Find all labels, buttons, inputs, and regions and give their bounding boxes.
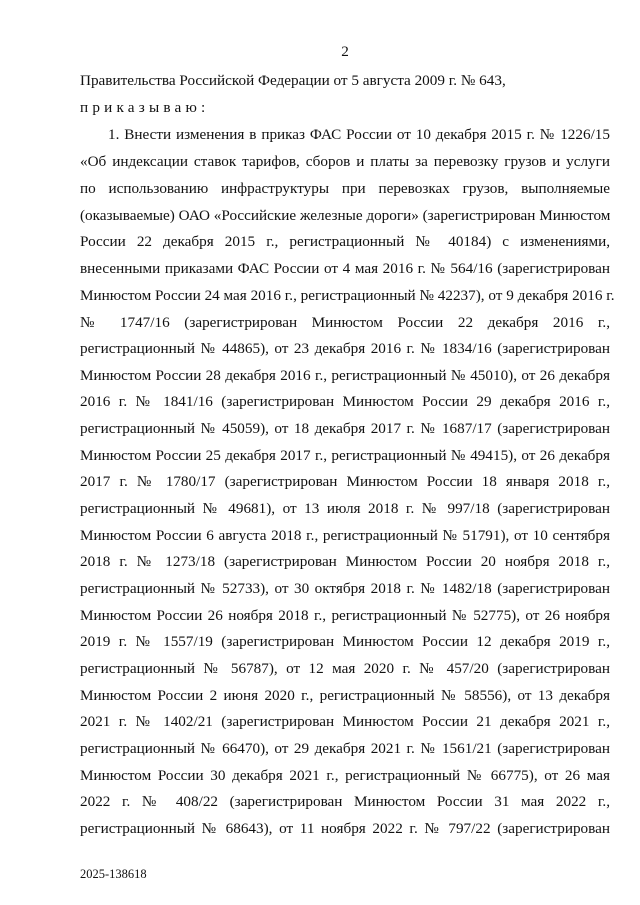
text-line: регистрационный № 45059), от 18 декабря 2017 г. № 1687/17 (зарегистрирован — [80, 420, 610, 437]
order-word: приказываю: — [80, 99, 210, 116]
text-line: 2017 г. № 1780/17 (зарегистрирован Минюстом России 18 января 2018 г., — [80, 473, 610, 490]
page-number: 2 — [341, 43, 349, 60]
text-line: 2016 г. № 1841/16 (зарегистрирован Минюстом России 29 декабря 2016 г., — [80, 393, 610, 410]
text-line: Минюстом России 26 ноября 2018 г., регистрационный № 52775), от 26 ноября — [80, 607, 610, 624]
text-line: Правительства Российской Федерации от 5 августа 2009 г. № 643, — [80, 72, 506, 89]
text-line: № 1747/16 (зарегистрирован Минюстом России 22 декабря 2016 г., — [80, 314, 610, 331]
text-line: по использованию инфраструктуры при перевозках грузов, выполняемые — [80, 180, 610, 197]
text-line: Минюстом России 6 августа 2018 г., регистрационный № 51791), от 10 сентября — [80, 527, 610, 544]
text-line: 2019 г. № 1557/19 (зарегистрирован Минюстом России 12 декабря 2019 г., — [80, 633, 610, 650]
text-line: регистрационный № 56787), от 12 мая 2020 г. № 457/20 (зарегистрирован — [80, 660, 610, 677]
text-line: Минюстом России 2 июня 2020 г., регистрационный № 58556), от 13 декабря — [80, 687, 610, 704]
text-line: «Об индексации ставок тарифов, сборов и платы за перевозку грузов и услуги — [80, 153, 610, 170]
text-line: регистрационный № 52733), от 30 октября 2018 г. № 1482/18 (зарегистрирован — [80, 580, 610, 597]
text-line: 1. Внести изменения в приказ ФАС России от 10 декабря 2015 г. № 1226/15 — [108, 126, 610, 143]
text-line: регистрационный № 49681), от 13 июля 2018 г. № 997/18 (зарегистрирован — [80, 500, 610, 517]
text-line: регистрационный № 68643), от 11 ноября 2022 г. № 797/22 (зарегистрирован — [80, 820, 610, 837]
text-line: (оказываемые) ОАО «Российские железные дороги» (зарегистрирован Минюстом — [80, 207, 611, 224]
text-line: Минюстом России 30 декабря 2021 г., регистрационный № 66775), от 26 мая — [80, 767, 610, 784]
text-line: России 22 декабря 2015 г., регистрационный № 40184) с изменениями, — [80, 233, 610, 250]
text-line: регистрационный № 44865), от 23 декабря 2016 г. № 1834/16 (зарегистрирован — [80, 340, 610, 357]
text-line: 2021 г. № 1402/21 (зарегистрирован Минюстом России 21 декабря 2021 г., — [80, 713, 610, 730]
text-line: 2018 г. № 1273/18 (зарегистрирован Минюстом России 20 ноября 2018 г., — [80, 553, 610, 570]
text-line: регистрационный № 66470), от 29 декабря 2021 г. № 1561/21 (зарегистрирован — [80, 740, 610, 757]
text-line: Минюстом России 28 декабря 2016 г., регистрационный № 45010), от 26 декабря — [80, 367, 610, 384]
text-line: Минюстом России 25 декабря 2017 г., регистрационный № 49415), от 26 декабря — [80, 447, 610, 464]
text-line: 2022 г. № 408/22 (зарегистрирован Минюстом России 31 мая 2022 г., — [80, 793, 610, 810]
text-line: Минюстом России 24 мая 2016 г., регистрационный № 42237), от 9 декабря 2016 г. — [80, 287, 615, 304]
text-line: внесенными приказами ФАС России от 4 мая 2016 г. № 564/16 (зарегистрирован — [80, 260, 610, 277]
document-code: 2025-138618 — [80, 867, 147, 881]
